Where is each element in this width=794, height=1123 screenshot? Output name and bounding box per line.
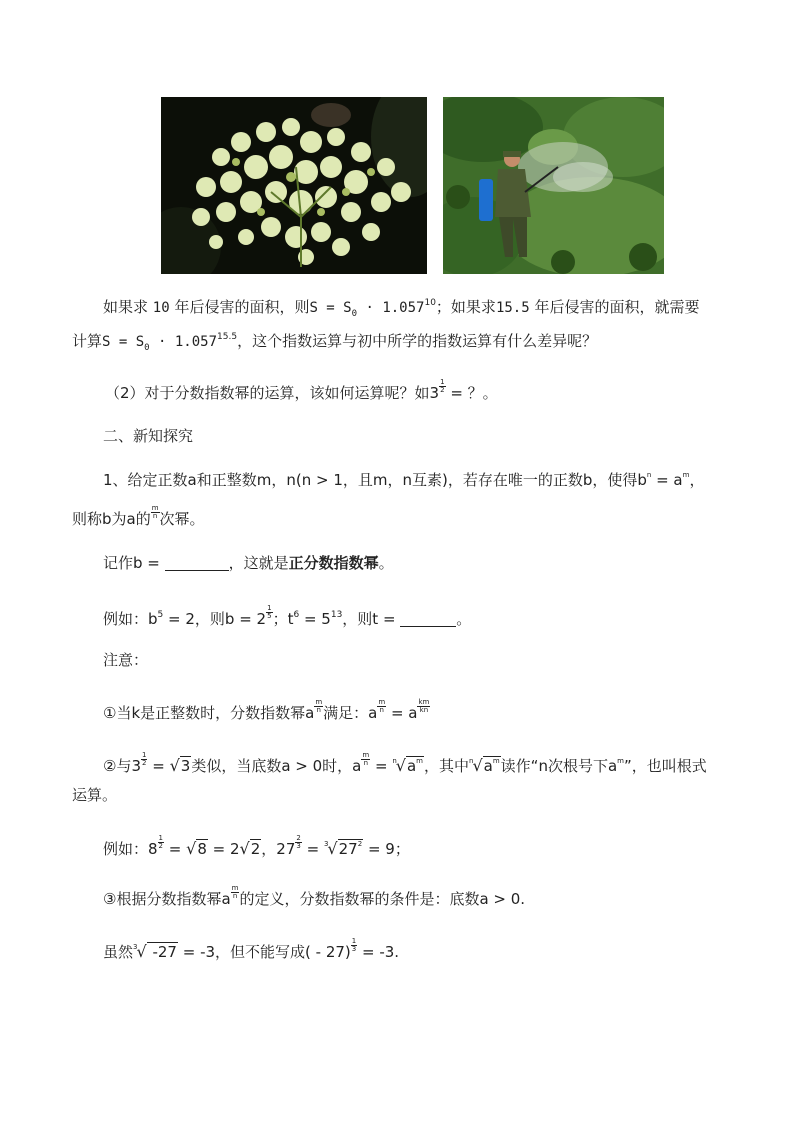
paragraph-growth-line-1: 如果求 10 年后侵害的面积，则$S = S_0 \cdot 1.057^{10}$；如果求15.5 年后侵害的面积，就需要 bbox=[103, 298, 700, 319]
note-2-line-1: ②与3 $\frac{1}{2}$ = √3类似，当底数a > 0时，a $\frac{m}{n}$ = $^n√a^m$，其中$^n√a^m$读作“n次根号下$a^m$”，也叫根式 bbox=[103, 751, 707, 775]
section-heading-new-knowledge: 二、新知探究 bbox=[103, 427, 194, 445]
note-2-line-2: 运算。 bbox=[72, 786, 118, 804]
notice-label: 注意： bbox=[103, 651, 149, 669]
answer-blank-t[interactable] bbox=[400, 612, 456, 627]
paragraph-growth-line-2: 计算$S = S_0 \cdot 1.057^{15.5}$，这个指数运算与初中所学的指数运算有什么差异呢？ bbox=[72, 332, 598, 353]
worker-spraying-photo bbox=[443, 97, 664, 274]
answer-blank[interactable] bbox=[165, 556, 229, 571]
example-line-2: 例如：8 $\frac{1}{2}$ = √8 = 2√2，27 $\frac{2}{3}$ = $^3√27^2 = 9$； bbox=[103, 834, 410, 858]
flower-photo bbox=[161, 97, 427, 274]
note-3: ③根据分数指数幂a $\frac{m}{n}$ 的定义，分数指数幂的条件是：底数a > 0. bbox=[103, 884, 526, 908]
cube-root-remark: 虽然$^3$√ -27 = -3，但不能写成( - 27) $\frac{1}{3}$ = -3. bbox=[103, 937, 400, 961]
question-fraction-exponent: （2）对于分数指数幂的运算，该如何运算呢？如3 $\frac{1}{2}$ = ？。 bbox=[105, 378, 498, 402]
definition-line-1: 1、给定正数a和正整数m，n(n > 1，且m，n互素)，若存在唯一的正数b，使得$b^n = a^m$， bbox=[103, 471, 705, 489]
notation-positive-fraction-power: 记作b = ，这就是正分数指数幂。 bbox=[103, 554, 394, 572]
example-line-1: 例如：$b^5 = 2$，则b = 2 $\frac{1}{5}$ ；$t^6 = 5^{13}$，则t = 。 bbox=[103, 604, 472, 628]
definition-line-2: 则称b为a的 $\frac{m}{n}$ 次幂。 bbox=[72, 504, 205, 528]
note-1: ①当k是正整数时，分数指数幂a $\frac{m}{n}$ 满足：a $\frac{m}{n}$ = a $\frac{km}{kn}$ bbox=[103, 698, 430, 722]
